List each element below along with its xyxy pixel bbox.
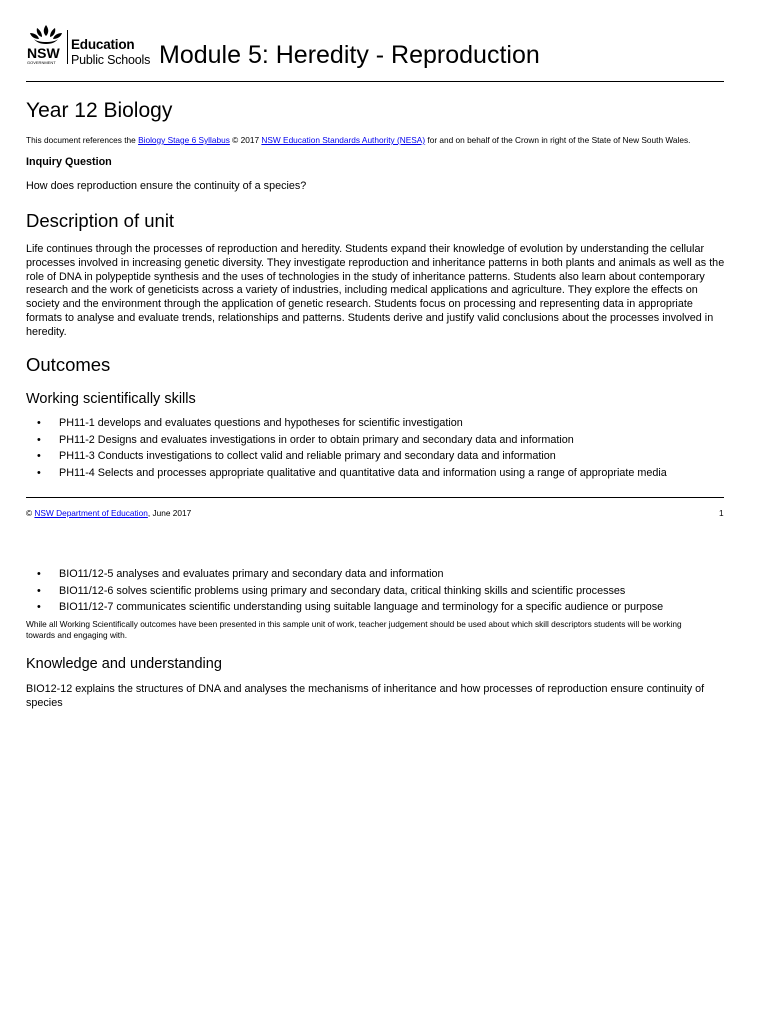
list-item: • BIO11/12-6 solves scientific problems using primary and secondary data, critical thinking skills and scientific processes bbox=[37, 584, 626, 597]
logo-wordmark bbox=[71, 38, 150, 66]
bio-outcomes-list bbox=[26, 566, 726, 616]
waratah-logo-icon bbox=[26, 24, 66, 66]
list-item: • PH11-2 Designs and evaluates investigations in order to obtain primary and secondary data and information bbox=[37, 433, 574, 446]
list-item: • BIO11/12-5 analyses and evaluates primary and secondary data and information bbox=[37, 568, 444, 580]
logo-line-public-schools: Public Schools bbox=[71, 52, 151, 67]
list-item: • PH11-1 develops and evaluates questions and hypotheses for scientific investigation bbox=[37, 417, 463, 429]
teacher-judgement-note: While all Working Scientifically outcomes have been presented in this sample unit of work, teacher judgement should be used about which skill descriptors students will be working towards and engaging with. bbox=[26, 619, 682, 640]
department-link[interactable]: NSW Department of Education bbox=[34, 508, 148, 518]
syllabus-reference: This document references the Biology Stage 6 Syllabus © 2017 NSW Education Standards Authority (NESA) for and on behalf of the Crown in right of the State of New South Wales. bbox=[26, 135, 691, 145]
inquiry-question-label: Inquiry Question bbox=[26, 156, 112, 168]
knowledge-understanding-heading: Knowledge and understanding bbox=[26, 656, 222, 672]
syllabus-link[interactable]: Biology Stage 6 Syllabus bbox=[138, 135, 230, 145]
footer-rule bbox=[26, 497, 724, 498]
list-item: • PH11-4 Selects and processes appropriate qualitative and quantitative data and information using a range of appropriate media bbox=[37, 466, 667, 479]
knowledge-understanding-text: BIO12-12 explains the structures of DNA and analyses the mechanisms of inheritance and how processes of reproduction ensure continuity of species bbox=[26, 683, 705, 709]
svg-text:NSW: NSW bbox=[27, 45, 60, 61]
list-item: • PH11-3 Conducts investigations to collect valid and reliable primary and secondary data and information bbox=[37, 450, 556, 462]
working-scientifically-list bbox=[26, 415, 726, 481]
inquiry-question-text: How does reproduction ensure the continuity of a species? bbox=[26, 180, 307, 192]
description-heading: Description of unit bbox=[26, 210, 175, 231]
module-title: Module 5: Heredity - Reproduction bbox=[159, 41, 540, 69]
nsw-education-logo bbox=[26, 24, 154, 68]
nesa-link[interactable]: NSW Education Standards Authority (NESA) bbox=[261, 135, 426, 145]
page-number: 1 bbox=[719, 508, 724, 518]
footer-copyright: © NSW Department of Education, June 2017 bbox=[26, 508, 192, 518]
logo-divider bbox=[67, 30, 68, 64]
svg-text:GOVERNMENT: GOVERNMENT bbox=[27, 60, 56, 65]
logo-line-education: Education bbox=[71, 37, 135, 52]
header-rule bbox=[26, 81, 724, 82]
description-text: Life continues through the processes of reproduction and heredity. Students expand their knowledge of evolution by understanding the cellular processes involved in increasing genetic diversity. They investigate reproduction and inheritance patterns in both plants and animals as well as the role of DNA in polypeptide synthesis and the uses of technologies in the study of inheritance patterns. Students also learn about contemporary research and the work of geneticists across a variety of industries, including medical applications and agriculture. They explore the effects on society and the environment through the application of genetic research. Students focus on processing and representing data in appropriate formats to analyse and evaluate trends, relationships and patterns. Students derive and justify valid conclusions about the processes involved in heredity. bbox=[26, 243, 725, 338]
working-scientifically-heading: Working scientifically skills bbox=[26, 391, 196, 407]
year-title: Year 12 Biology bbox=[26, 99, 173, 122]
outcomes-heading: Outcomes bbox=[26, 354, 111, 375]
list-item: • BIO11/12-7 communicates scientific understanding using suitable language and terminology for a specific audience or purpose bbox=[37, 601, 664, 613]
